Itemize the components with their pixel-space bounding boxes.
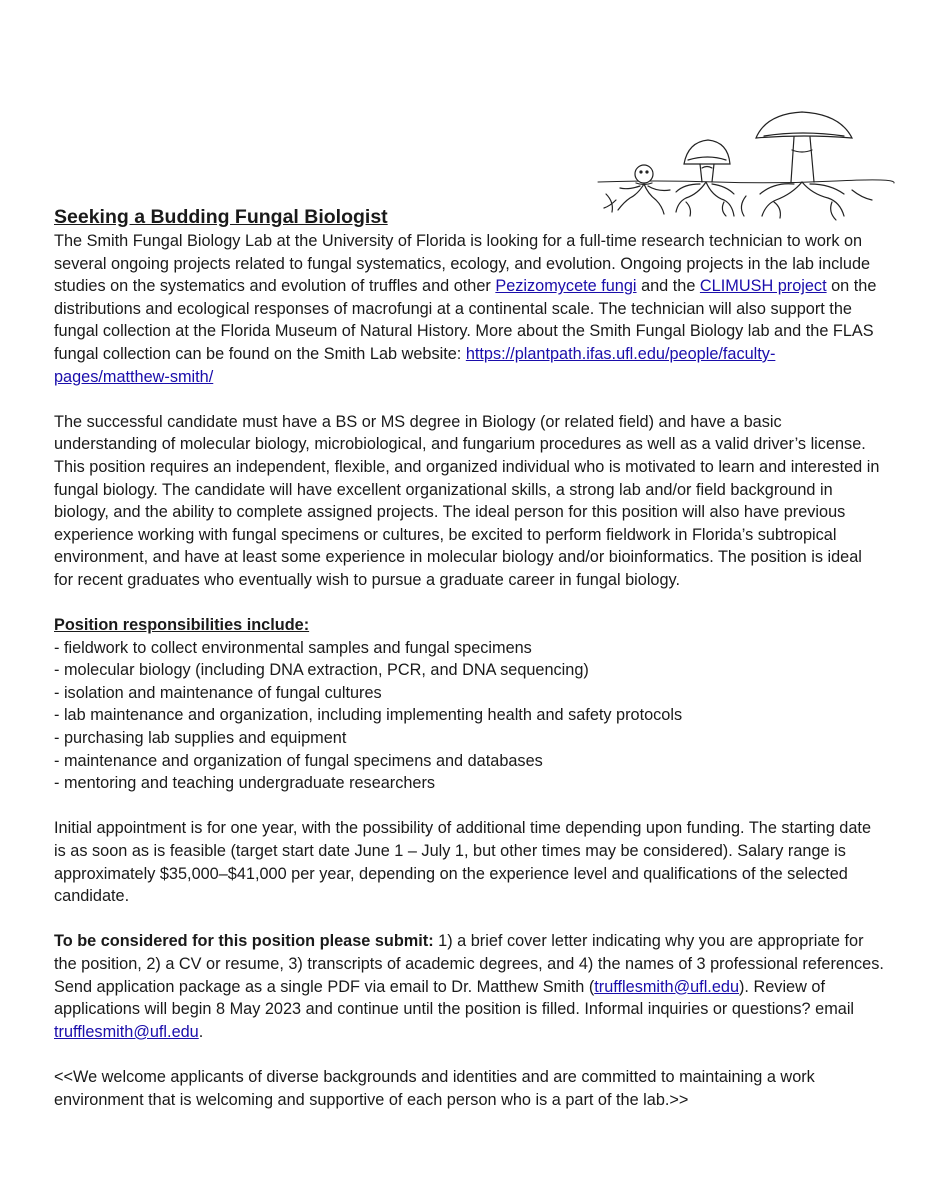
diversity-statement: <<We welcome applicants of diverse backgrounds and identities and are committed to maintaining a work environment that is welcoming and supportive of each person who is a part of the lab.>> xyxy=(54,1067,815,1109)
email-link[interactable]: trufflesmith@ufl.edu xyxy=(54,1022,199,1041)
submission-lead: To be considered for this position please submit: xyxy=(54,932,434,951)
responsibilities-list xyxy=(54,637,884,795)
responsibilities-heading: Position responsibilities include: xyxy=(54,616,310,635)
job-posting xyxy=(54,204,884,1111)
appointment-paragraph: Initial appointment is for one year, with the possibility of additional time depending upon funding. The starting date is as soon as is feasible (target start date June 1 – July 1, but other times may be considered). Salary range is approximately $35,000–$41,000 per year, depending on the experience level and qualifications of the selected candidate. xyxy=(54,819,871,906)
candidate-paragraph: The successful candidate must have a BS or MS degree in Biology (or related field) and have a basic understanding of molecular biology, microbiological, and fungarium procedures as well as a valid driver’s license. This position requires an independent, flexible, and organized individual who is motivated to learn and interested in fungal biology. The candidate will have excellent organizational skills, a strong lab and/or field background in biology, and the ability to complete assigned projects. The ideal person for this position will also have previous experience working with fungal specimens or cultures, be excited to perform fieldwork in Florida’s subtropical environment, and have at least some experience in molecular biology and/or bioinformatics. The position is ideal for recent graduates who eventually wish to pursue a graduate career in fungal biology. xyxy=(54,412,880,589)
page-title: Seeking a Budding Fungal Biologist xyxy=(54,206,388,228)
submission-paragraph: To be considered for this position please submit: 1) a brief cover letter indicating why you are appropriate for the position, 2) a CV or resume, 3) transcripts of academic degrees, and 4) the names of 3 professional references. Send application package as a single PDF via email to Dr. Matthew Smith (trufflesmith@ufl.edu). Review of applications will begin 8 May 2023 and continue until the position is filled. Informal inquiries or questions? email trufflesmith@ufl.edu. xyxy=(54,932,884,1041)
climush-project-link[interactable]: CLIMUSH project xyxy=(699,277,827,296)
list-item: - isolation and maintenance of fungal cultures xyxy=(54,683,382,702)
list-item: - maintenance and organization of fungal specimens and databases xyxy=(54,751,543,770)
pezizomycete-fungi-link[interactable]: Pezizomycete fungi xyxy=(495,277,637,296)
email-link[interactable]: trufflesmith@ufl.edu xyxy=(594,977,740,996)
list-item: - fieldwork to collect environmental samples and fungal specimens xyxy=(54,638,532,657)
intro-paragraph: The Smith Fungal Biology Lab at the University of Florida is looking for a full-time research technician to work on several ongoing projects related to fungal systematics, ecology, and evolution. Ongoing projects in the lab include studies on the systematics and evolution of truffles and other Pezizomycete fungi and the CLIMUSH project on the distributions and ecological responses of macrofungi at a continental scale. The technician will also support the fungal collection at the Florida Museum of Natural History. More about the Smith Fungal Biology lab and the FLAS fungal collection can be found on the Smith Lab website: https://plantpath.ifas.ufl.edu/people/faculty-pages/matthew-smith/ xyxy=(54,232,877,386)
list-item: - mentoring and teaching undergraduate researchers xyxy=(54,774,436,793)
list-item: - lab maintenance and organization, including implementing health and safety protocols xyxy=(54,706,683,725)
list-item: - purchasing lab supplies and equipment xyxy=(54,729,347,748)
list-item: - molecular biology (including DNA extraction, PCR, and DNA sequencing) xyxy=(54,661,589,680)
smith-lab-website-link[interactable]: https://plantpath.ifas.ufl.edu/people/faculty-pages/matthew-smith/ xyxy=(54,344,776,386)
